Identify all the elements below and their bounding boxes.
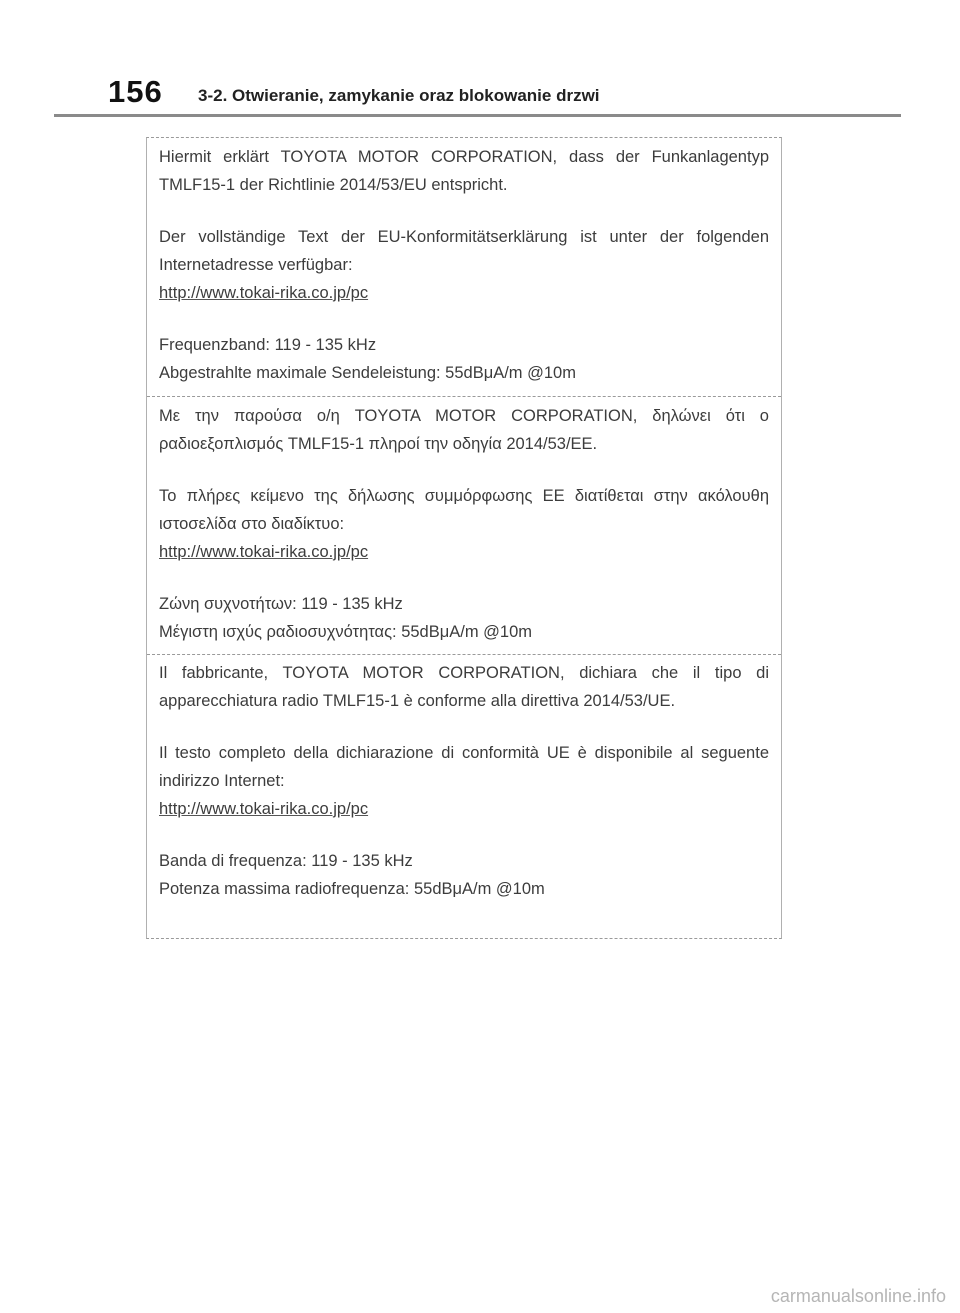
declaration-url-link[interactable]: http://www.tokai-rika.co.jp/pc [159,800,369,818]
section-title: 3-2. Otwieranie, zamykanie oraz blokowanie drzwi [198,86,600,105]
declaration-url-link[interactable]: http://www.tokai-rika.co.jp/pc [159,543,369,561]
availability-text: Το πλήρες κείμενο της δήλωσης συμμόρφωσης ΕΕ διατίθεται στην ακόλουθη ιστοσελίδα στο διαδίκτυο: [159,487,769,533]
availability-text: Il testo completo della dichiarazione di conformità UE è disponibile al seguente indirizzo Internet: [159,744,769,790]
declaration-text: Hiermit erklärt TOYOTA MOTOR CORPORATION, dass der Funkanlagentyp TMLF15-1 der Richtlinie 2014/53/EU entspricht. [159,148,769,194]
conformity-declaration-box [146,137,782,939]
header-divider [54,114,901,117]
frequency-text: Banda di frequenza: 119 - 135 kHz [159,852,413,870]
watermark-text: carmanualsonline.info [770,1286,946,1306]
declaration-url-link[interactable]: http://www.tokai-rika.co.jp/pc [159,284,369,302]
page-header [0,0,960,120]
availability-text: Der vollständige Text der EU-Konformitätserklärung ist unter der folgenden Internetadresse verfügbar: [159,228,769,274]
frequency-text: Ζώνη συχνοτήτων: 119 - 135 kHz [159,595,403,613]
declaration-text: Il fabbricante, TOYOTA MOTOR CORPORATION, dichiara che il tipo di apparecchiatura radio TMLF15-1 è conforme alla direttiva 2014/53/UE. [159,664,769,710]
page-number: 156 [108,74,163,109]
power-text: Abgestrahlte maximale Sendeleistung: 55dBμA/m @10m [159,364,576,382]
declaration-section-italian [147,654,781,939]
power-text: Potenza massima radiofrequenza: 55dBμA/m @10m [159,880,545,898]
declaration-text: Με την παρούσα ο/η TOYOTA MOTOR CORPORATION, δηλώνει ότι ο ραδιοεξοπλισμός TMLF15-1 πληροί την οδηγία 2014/53/ΕΕ. [159,407,769,453]
frequency-text: Frequenzband: 119 - 135 kHz [159,336,377,354]
declaration-section-greek [147,396,781,654]
power-text: Μέγιστη ισχύς ραδιοσυχνότητας: 55dBμA/m @10m [159,623,533,641]
declaration-section-german [147,138,781,396]
